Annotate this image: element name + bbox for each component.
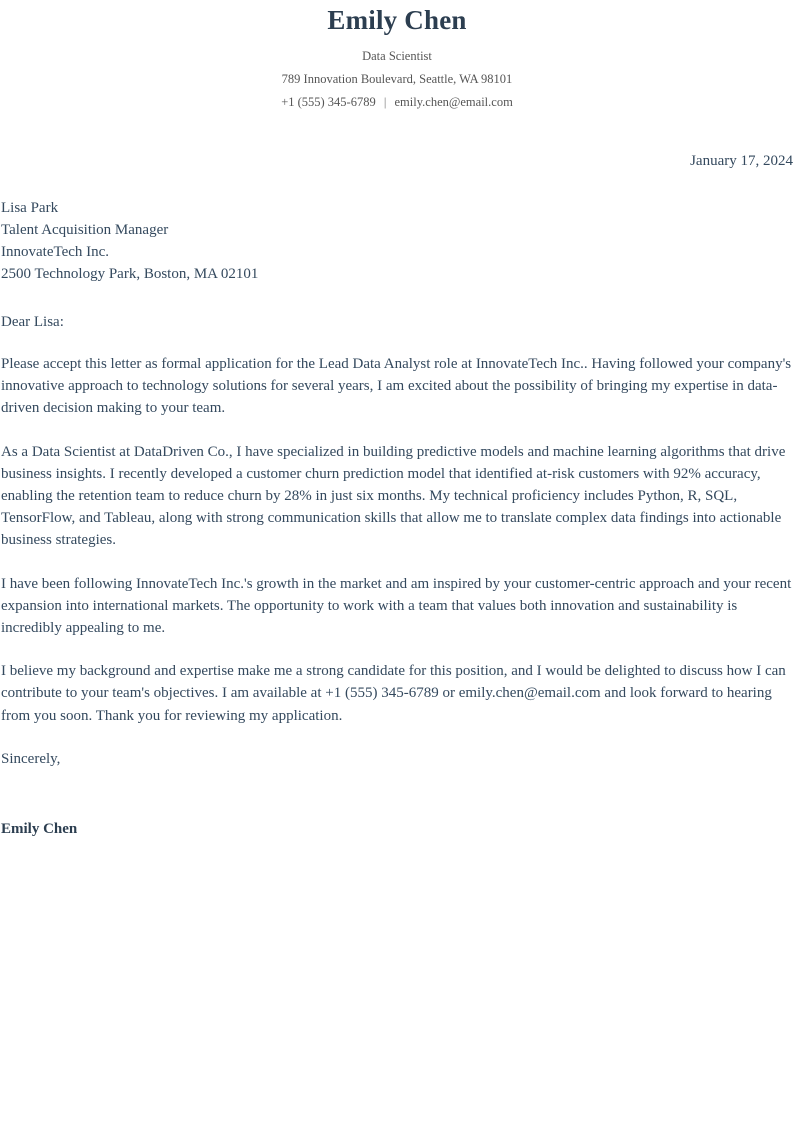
signature-name: Emily Chen — [1, 820, 78, 837]
body-paragraph: As a Data Scientist at DataDriven Co., I have specialized in building predictive models and machine learning algorithms that drive business insights. I recently developed a customer churn prediction model that identified at-risk customers with 92% accuracy, enabling the retention team to reduce churn by 28% in just six months. My technical proficiency includes Python, R, SQL, TensorFlow, and Tableau, along with strong communication skills that allow me to translate complex data findings into actionable business strategies. — [1, 443, 786, 549]
body-paragraph: I have been following InnovateTech Inc.'s growth in the market and am inspired by your customer-centric approach and your recent expansion into international markets. The opportunity to work with a team that values both innovation and sustainability is incredibly appealing to me. — [1, 575, 792, 637]
closing-salutation: Sincerely, — [1, 750, 61, 767]
body-paragraph: Please accept this letter as formal application for the Lead Data Analyst role at InnovateTech Inc.. Having followed your company's innovative approach to technology solutions for several years, I am excited about the possibility of bringing my expertise in data-driven decision making to your team. — [1, 356, 792, 417]
applicant-name: Emily Chen — [327, 5, 467, 35]
contact-separator: | — [383, 95, 387, 109]
recipient-company: InnovateTech Inc. — [1, 244, 110, 260]
applicant-email: emily.chen@email.com — [394, 95, 513, 109]
recipient-address: 2500 Technology Park, Boston, MA 02101 — [1, 266, 259, 282]
body-paragraph: I believe my background and expertise make me a strong candidate for this position, and I would be delighted to discuss how I can contribute to your team's objectives. I am available at +1 (555) 345-6789 or emily.chen@email.com and look forward to hearing from you soon. Thank you for reviewing my application. — [1, 663, 786, 724]
applicant-phone: +1 (555) 345-6789 — [281, 95, 376, 109]
recipient-title: Talent Acquisition Manager — [1, 222, 169, 238]
applicant-address: 789 Innovation Boulevard, Seattle, WA 98101 — [281, 72, 513, 86]
applicant-job-title: Data Scientist — [362, 49, 432, 63]
letter-date: January 17, 2024 — [690, 153, 793, 169]
salutation: Dear Lisa: — [1, 314, 64, 330]
letter-body — [1, 353, 793, 727]
applicant-contact-line — [1, 94, 793, 111]
recipient-block — [1, 197, 793, 285]
letter-header — [1, 0, 793, 111]
recipient-name: Lisa Park — [1, 200, 59, 216]
